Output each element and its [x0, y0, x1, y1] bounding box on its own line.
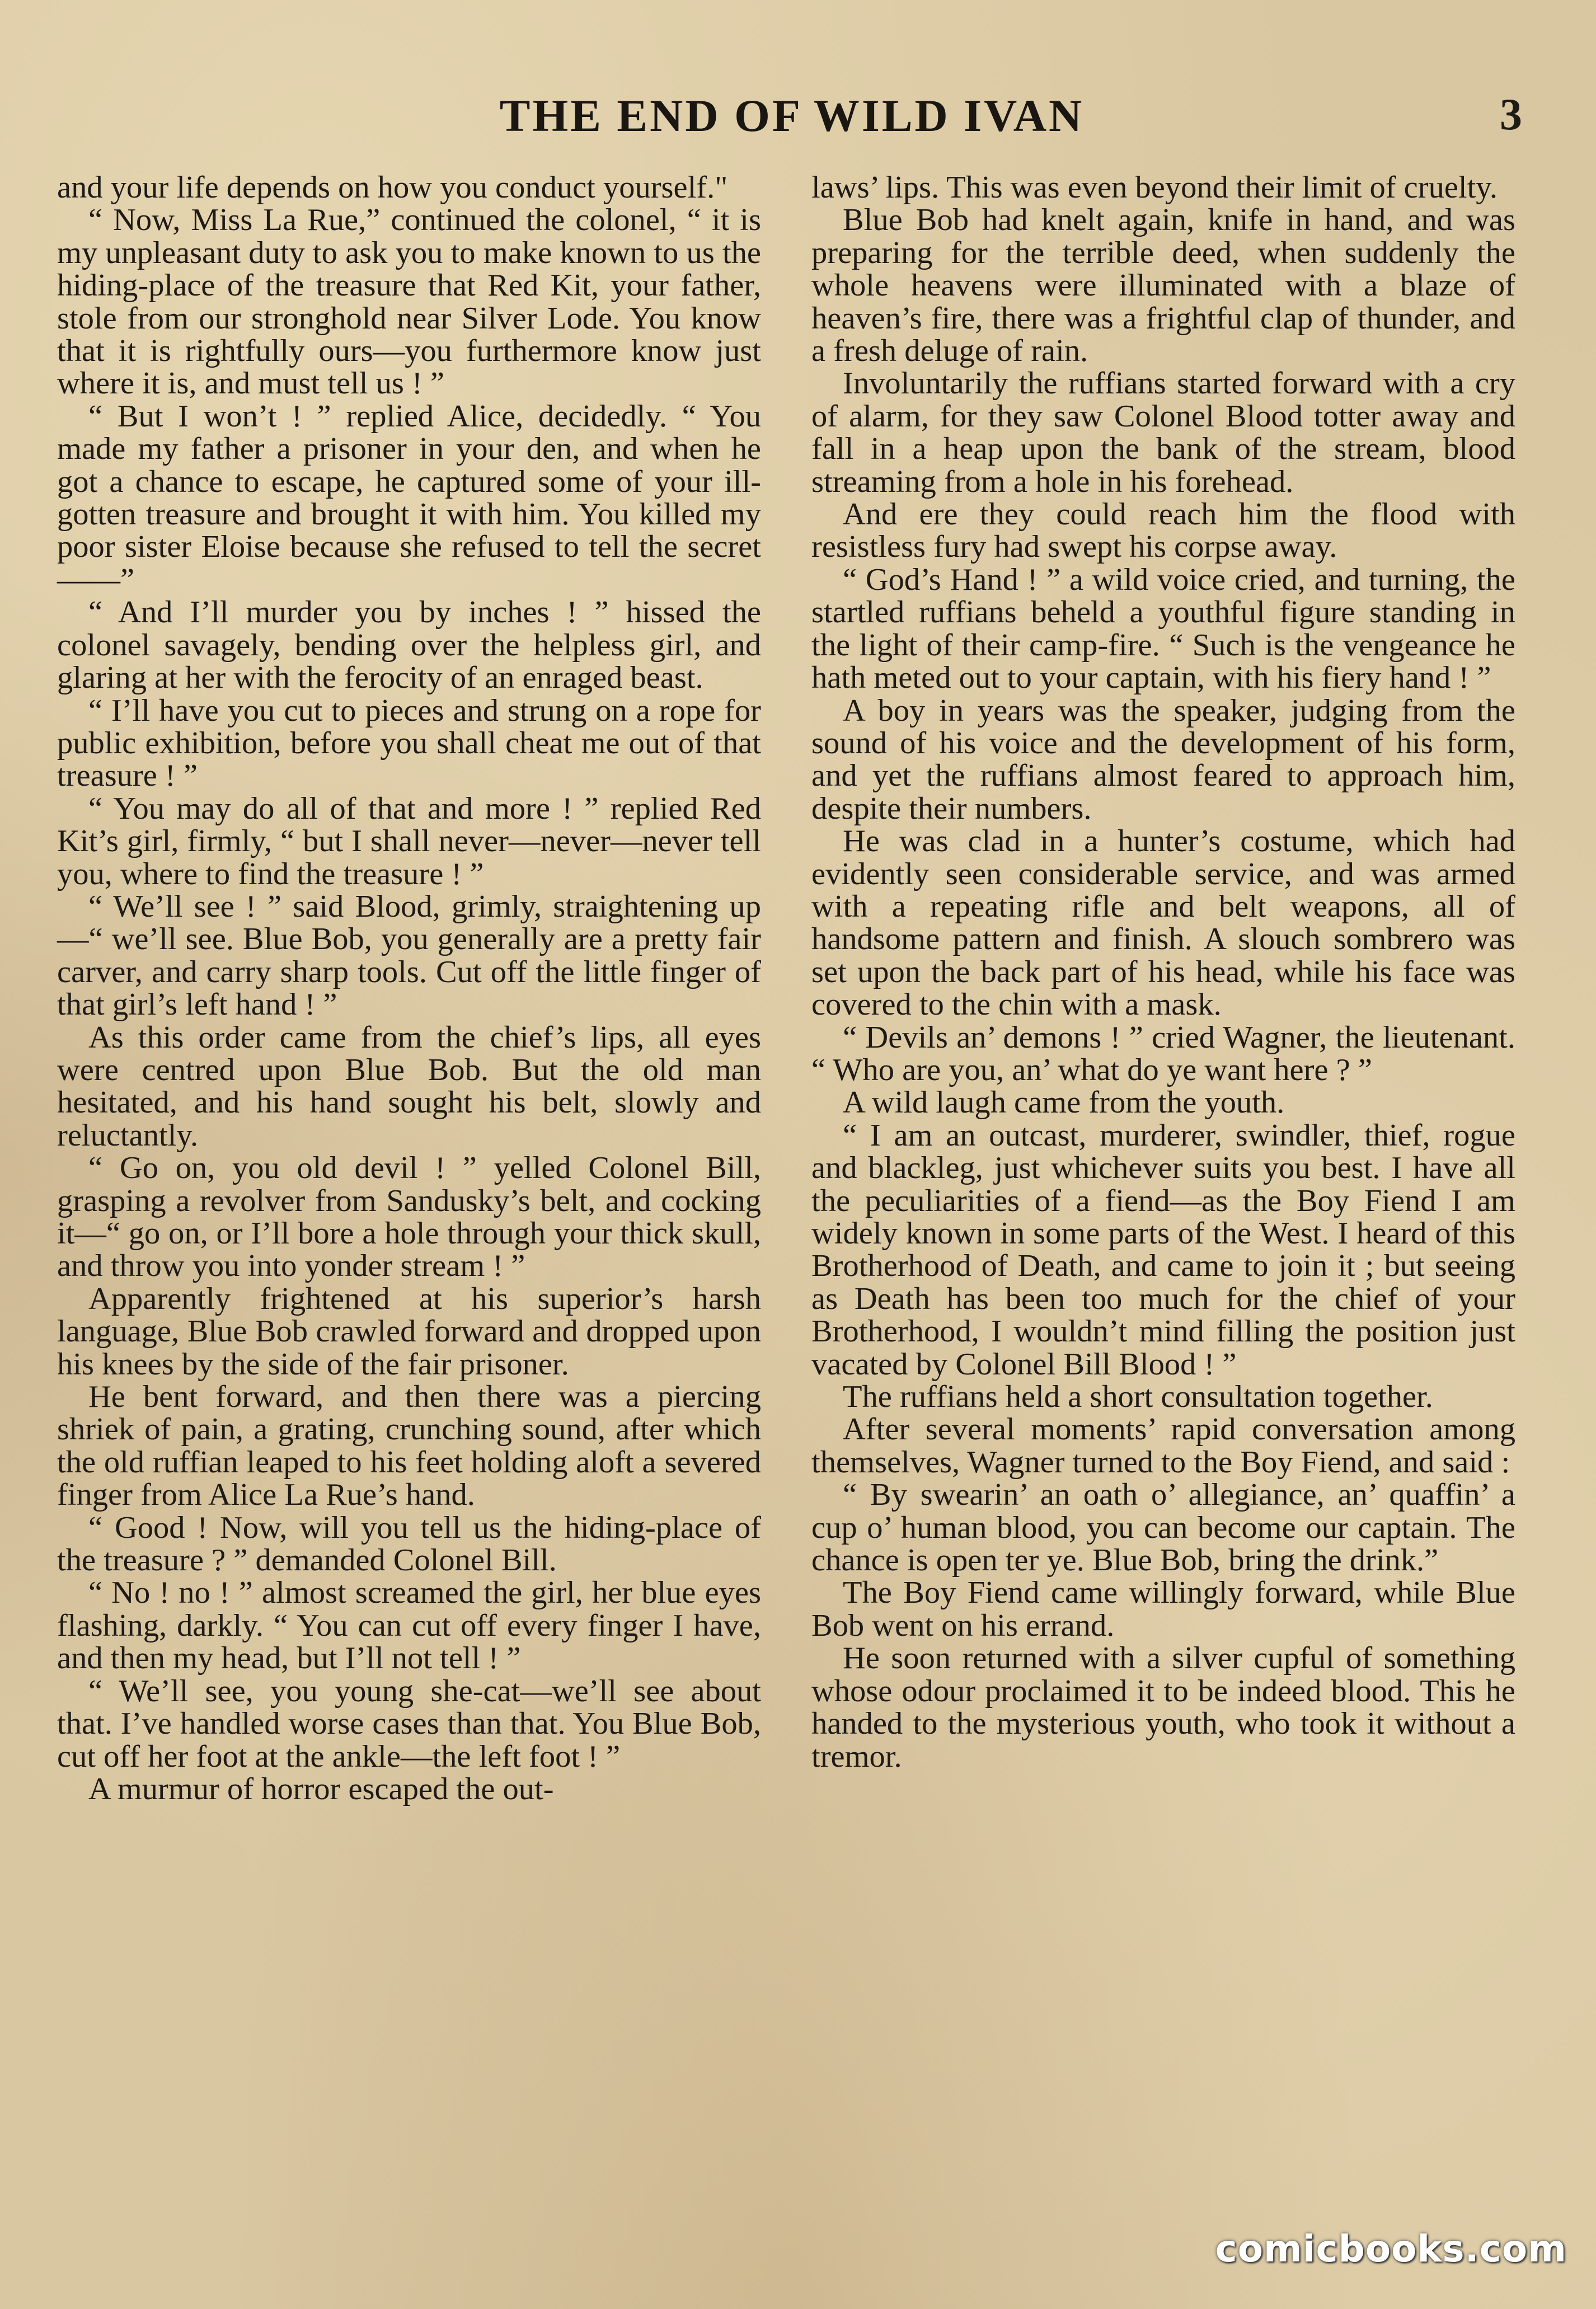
watermark-logo: comicbooks.com: [1215, 2227, 1567, 2270]
paragraph: “ And I’ll murder you by inches ! ” hissed the colonel savagely, bending over the helpless girl, and glaring at her with the ferocity of an enraged beast.: [57, 595, 761, 696]
paragraph: As this order came from the chief’s lips, all eyes were centred upon Blue Bob. But the old man hesitated, and his hand sought his belt, slowly and reluctantly.: [57, 1020, 761, 1153]
page-number: 3: [1500, 90, 1522, 139]
paragraph: The Boy Fiend came willingly forward, while Blue Bob went on his errand.: [811, 1575, 1515, 1643]
paragraph: A murmur of horror escaped the out-: [88, 1771, 554, 1806]
paragraph: A wild laugh came from the youth.: [843, 1085, 1285, 1120]
paragraph: “ I’ll have you cut to pieces and strung on a rope for public exhibition, before you shall cheat me out of that treasure ! ”: [57, 693, 761, 794]
paragraph: “ Devils an’ demons ! ” cried Wagner, the lieutenant. “ Who are you, an’ what do ye want here ? ”: [811, 1020, 1515, 1087]
paragraph: “ Go on, you old devil ! ” yelled Colonel Bill, grasping a revolver from Sandusky’s belt, and cocking it—“ go on, or I’ll bore a hole through your thick skull, and throw you into yonder stream ! ”: [57, 1151, 761, 1284]
paragraph: “ God’s Hand ! ” a wild voice cried, and turning, the startled ruffians beheld a youthful figure standing in the light of their camp-fire. “ Such is the vengeance he hath meted out to your captain, with his fiery hand ! ”: [811, 562, 1515, 696]
paragraph: Apparently frightened at his superior’s harsh language, Blue Bob crawled forward and dropped upon his knees by the side of the fair prisoner.: [57, 1281, 761, 1382]
paragraph: The ruffians held a short consultation together.: [843, 1379, 1433, 1415]
paragraph: He was clad in a hunter’s costume, which had evidently seen considerable service, and was armed with a repeating rifle and belt weapons, all of handsome pattern and finish. A slouch sombrero was set upon the back part of his head, while his face was covered to the chin with a mask.: [811, 824, 1515, 1022]
paragraph: A boy in years was the speaker, judging from the sound of his voice and the development of his form, and yet the ruffians almost feared to approach him, despite their numbers.: [811, 693, 1515, 826]
paragraph: Involuntarily the ruffians started forward with a cry of alarm, for they saw Colonel Blood totter away and fall in a heap upon the bank of the stream, blood streaming from a hole in his forehead.: [811, 366, 1515, 499]
paragraph: “ Now, Miss La Rue,” continued the colonel, “ it is my unpleasant duty to ask you to make known to us the hiding-place of the treasure that Red Kit, your father, stole from our stronghold near Silver Lode. You know that it is rightfully ours—you furthermore know just where it is, and must tell us ! ”: [57, 203, 761, 401]
paragraph: After several moments’ rapid conversation among themselves, Wagner turned to the Boy Fiend, and said :: [811, 1412, 1515, 1480]
chapter-title: THE END OF WILD IVAN: [499, 90, 1085, 141]
paragraph: “ But I won’t ! ” replied Alice, decidedly. “ You made my father a prisoner in your den, and when he got a chance to escape, he captured some of your ill-gotten treasure and brought it with him. You killed my poor sister Eloise because she refused to tell the secret——”: [57, 398, 761, 597]
paragraph: “ No ! no ! ” almost screamed the girl, her blue eyes flashing, darkly. “ You can cut off every finger I have, and then my head, but I’ll not tell ! ”: [57, 1575, 761, 1676]
paragraph: “ I am an outcast, murderer, swindler, thief, rogue and blackleg, just whichever suits you best. I have all the peculiarities of a fiend—as the Boy Fiend I am widely known in some parts of the West. I heard of this Brotherhood of Death, and came to join it ; but seeing as Death has been too much for the chief of your Brotherhood, I wouldn’t mind filling the position just vacated by Colonel Bill Blood ! ”: [811, 1118, 1515, 1382]
page-header: [0, 90, 1596, 151]
paragraph: He soon returned with a silver cupful of something whose odour proclaimed it to be indeed blood. This he handed to the mysterious youth, who took it without a tremor.: [811, 1641, 1515, 1774]
paragraph: And ere they could reach him the flood with resistless fury had swept his corpse away.: [811, 497, 1515, 565]
paragraph: and your life depends on how you conduct yourself.": [57, 170, 728, 205]
paragraph: “ By swearin’ an oath o’ allegiance, an’ quaffin’ a cup o’ human blood, you can become our captain. The chance is open ter ye. Blue Bob, bring the drink.”: [811, 1477, 1515, 1578]
paragraph: “ We’ll see ! ” said Blood, grimly, straightening up—“ we’ll see. Blue Bob, you generally are a pretty fair carver, and carry sharp tools. Cut off the little finger of that girl’s left hand ! ”: [57, 889, 761, 1022]
paragraph: He bent forward, and then there was a piercing shriek of pain, a grating, crunching sound, after which the old ruffian leaped to his feet holding aloft a severed finger from Alice La Rue’s hand.: [57, 1379, 761, 1513]
left-column: [57, 171, 761, 1805]
paragraph: “ We’ll see, you young she-cat—we’ll see about that. I’ve handled worse cases than that. You Blue Bob, cut off her foot at the ankle—the left foot ! ”: [57, 1673, 761, 1774]
paragraph: “ Good ! Now, will you tell us the hiding-place of the treasure ? ” demanded Colonel Bill.: [57, 1510, 761, 1578]
paragraph: Blue Bob had knelt again, knife in hand, and was preparing for the terrible deed, when suddenly the whole heavens were illuminated with a blaze of heaven’s fire, there was a frightful clap of thunder, and a fresh deluge of rain.: [811, 203, 1515, 369]
paragraph: “ You may do all of that and more ! ” replied Red Kit’s girl, firmly, “ but I shall never—never—never tell you, where to find the treasure ! ”: [57, 791, 761, 891]
right-column: [811, 171, 1515, 1773]
paragraph: laws’ lips. This was even beyond their limit of cruelty.: [811, 170, 1498, 205]
